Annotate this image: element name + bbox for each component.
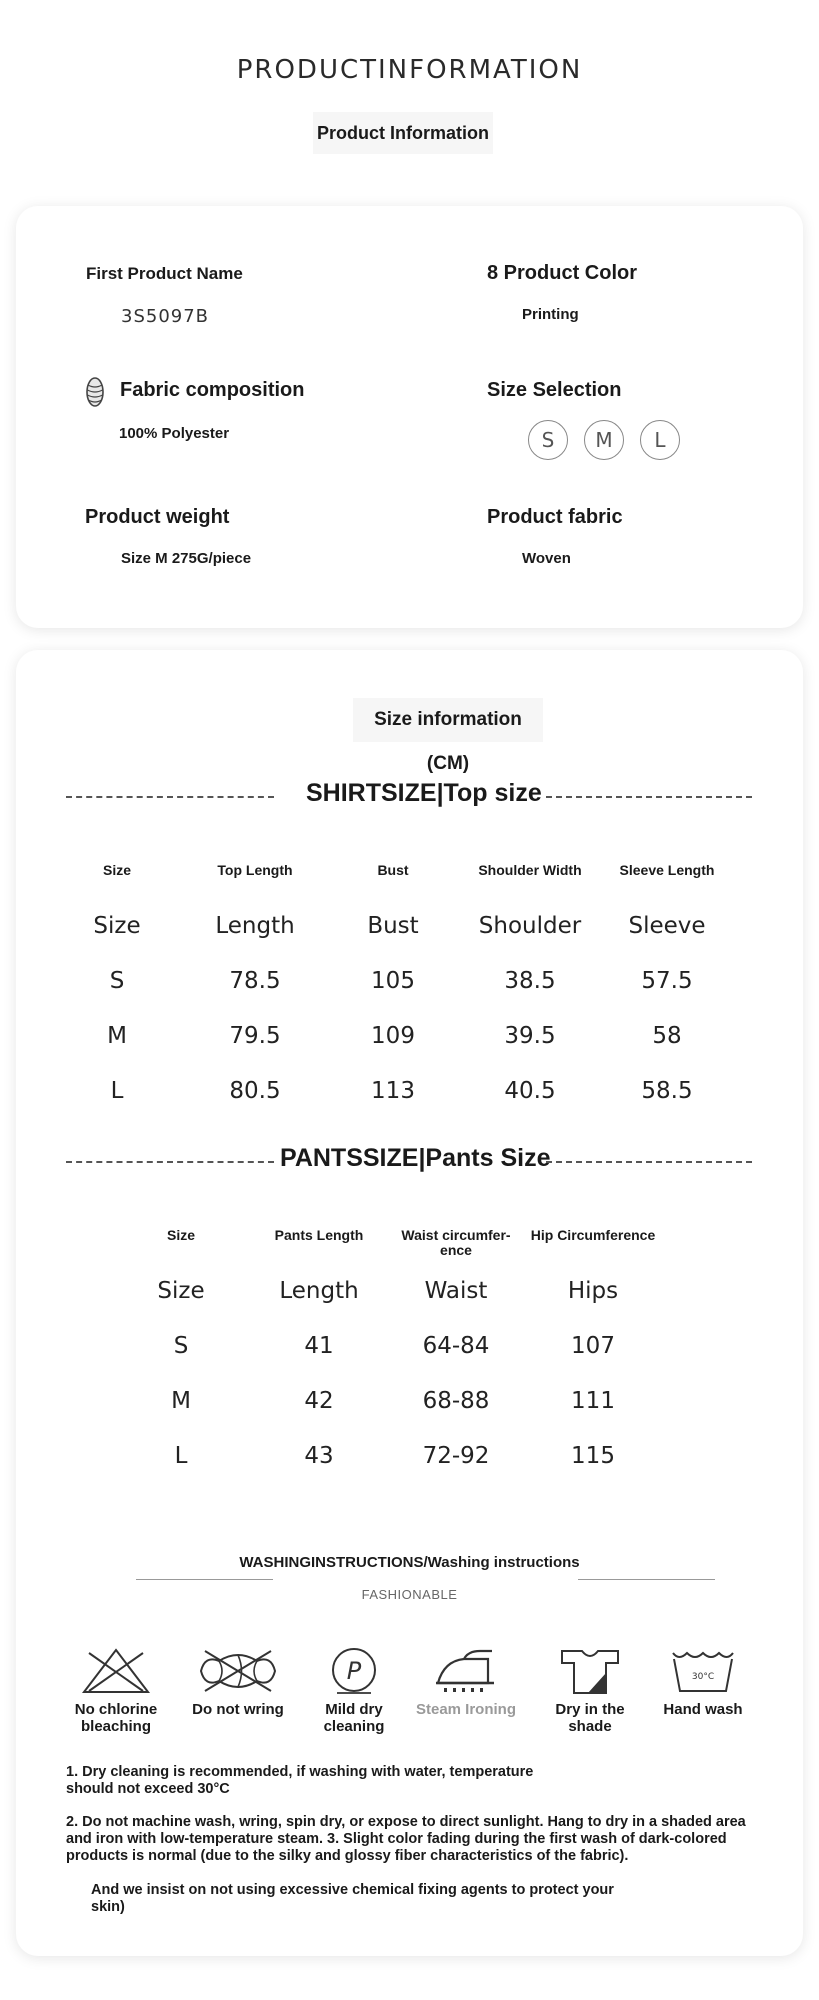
table-cell: 78.5 bbox=[229, 968, 281, 994]
table-cell: L bbox=[110, 1078, 124, 1104]
yarn-spool-icon bbox=[86, 377, 104, 407]
table-header: Top Length bbox=[217, 862, 293, 878]
table-cell: 58.5 bbox=[641, 1078, 693, 1104]
washing-subtitle: FASHIONABLE bbox=[361, 1587, 458, 1602]
product-name-label: First Product Name bbox=[86, 264, 243, 283]
no-chlorine-bleach-icon bbox=[81, 1647, 151, 1695]
dash-divider bbox=[546, 1161, 752, 1163]
wash-divider-right bbox=[578, 1579, 715, 1580]
wash-note-3: And we insist on not using excessive chemical fixing agents to protect your skin) bbox=[91, 1882, 614, 1915]
size-option-l[interactable]: L bbox=[640, 420, 680, 460]
product-color-value: Printing bbox=[522, 306, 579, 323]
table-cell: Size bbox=[93, 913, 141, 939]
table-cell: L bbox=[174, 1443, 188, 1469]
table-cell: 41 bbox=[304, 1333, 334, 1359]
table-cell: 42 bbox=[304, 1388, 334, 1414]
table-cell: S bbox=[109, 968, 125, 994]
table-cell: Waist bbox=[424, 1278, 488, 1304]
table-cell: Length bbox=[279, 1278, 359, 1304]
table-cell: Sleeve bbox=[628, 913, 706, 939]
care-no-chlorine bbox=[61, 1647, 171, 1735]
care-label: Hand wash bbox=[663, 1701, 743, 1718]
table-cell: 64-84 bbox=[422, 1333, 490, 1359]
care-mild-dry-clean bbox=[299, 1647, 409, 1735]
wash-temperature: 30°C bbox=[691, 1672, 715, 1682]
size-option-m[interactable]: M bbox=[584, 420, 624, 460]
pants-section-title: PANTSSIZE|Pants Size bbox=[280, 1144, 551, 1172]
product-fabric-label: Product fabric bbox=[487, 506, 623, 528]
table-cell: 58 bbox=[652, 1023, 682, 1049]
steam-iron-icon bbox=[434, 1647, 498, 1695]
table-cell: 40.5 bbox=[504, 1078, 556, 1104]
mild-dry-clean-icon bbox=[329, 1647, 379, 1695]
table-cell: 107 bbox=[571, 1333, 615, 1359]
wash-divider-left bbox=[136, 1579, 273, 1580]
care-hand-wash bbox=[648, 1647, 758, 1718]
size-selection-label: Size Selection bbox=[487, 379, 622, 401]
table-cell: M bbox=[171, 1388, 191, 1414]
table-cell: 115 bbox=[571, 1443, 615, 1469]
table-header: Hip Circumference bbox=[530, 1227, 656, 1243]
care-label: Mild dry cleaning bbox=[323, 1701, 385, 1735]
table-cell: 43 bbox=[304, 1443, 334, 1469]
table-cell: Shoulder bbox=[478, 913, 582, 939]
table-header: Shoulder Width bbox=[478, 862, 582, 878]
wash-note-1: 1. Dry cleaning is recommended, if washing with water, temperature should not exceed 30°C bbox=[66, 1764, 534, 1797]
table-cell: 72-92 bbox=[422, 1443, 490, 1469]
product-fabric-block bbox=[487, 506, 623, 529]
table-header: Bust bbox=[377, 862, 409, 878]
dash-divider bbox=[66, 796, 274, 798]
dash-divider bbox=[546, 796, 752, 798]
page-subtitle: Product Information bbox=[313, 112, 493, 154]
product-color-label: 8 Product Color bbox=[487, 262, 638, 284]
product-name-value: 3S5097B bbox=[121, 306, 210, 327]
product-name-block bbox=[86, 264, 243, 284]
size-info-title: Size information (CM) bbox=[353, 698, 543, 742]
product-color-block bbox=[487, 262, 637, 285]
care-dry-shade bbox=[535, 1647, 645, 1735]
table-cell: Hips bbox=[567, 1278, 619, 1304]
size-option-s[interactable]: S bbox=[528, 420, 568, 460]
svg-text:P: P bbox=[346, 1657, 362, 1685]
page-title: PRODUCTINFORMATION bbox=[236, 55, 583, 85]
table-cell: 57.5 bbox=[641, 968, 693, 994]
table-cell: 113 bbox=[371, 1078, 415, 1104]
table-cell: Bust bbox=[367, 913, 419, 939]
table-header: Size bbox=[102, 862, 131, 878]
fabric-composition-value: 100% Polyester bbox=[119, 425, 230, 442]
product-weight-block bbox=[85, 506, 229, 529]
product-weight-value: Size M 275G/piece bbox=[121, 550, 252, 567]
table-header: Size bbox=[166, 1227, 195, 1243]
product-info-card bbox=[16, 206, 803, 628]
table-cell: Size bbox=[157, 1278, 205, 1304]
care-no-wring bbox=[183, 1647, 293, 1718]
table-cell: 109 bbox=[371, 1023, 415, 1049]
table-cell: 39.5 bbox=[504, 1023, 556, 1049]
product-fabric-value: Woven bbox=[522, 550, 571, 567]
table-cell: Length bbox=[215, 913, 295, 939]
table-cell: S bbox=[173, 1333, 189, 1359]
care-label: Do not wring bbox=[192, 1701, 284, 1718]
shirt-section-title: SHIRTSIZE|Top size bbox=[306, 779, 542, 807]
table-cell: M bbox=[107, 1023, 127, 1049]
dry-in-shade-icon bbox=[558, 1647, 622, 1695]
size-selection-block bbox=[487, 379, 622, 402]
table-cell: 68-88 bbox=[422, 1388, 490, 1414]
care-label: Steam Ironing bbox=[415, 1701, 516, 1718]
table-cell: 111 bbox=[571, 1388, 615, 1414]
table-cell: 80.5 bbox=[229, 1078, 281, 1104]
fabric-composition-block bbox=[120, 379, 304, 402]
product-weight-label: Product weight bbox=[85, 506, 230, 528]
dash-divider bbox=[66, 1161, 274, 1163]
table-cell: 79.5 bbox=[229, 1023, 281, 1049]
size-washing-card bbox=[16, 650, 803, 1956]
table-header: Sleeve Length bbox=[619, 862, 715, 878]
care-label: No chlorine bleaching bbox=[74, 1701, 158, 1735]
hand-wash-icon bbox=[670, 1647, 736, 1695]
washing-title: WASHINGINSTRUCTIONS/Washing instructions bbox=[239, 1554, 580, 1571]
care-steam-iron bbox=[411, 1647, 521, 1718]
fabric-composition-label: Fabric composition bbox=[120, 379, 305, 401]
table-header: Waist circumfer- ence bbox=[401, 1227, 511, 1258]
table-cell: 105 bbox=[371, 968, 415, 994]
do-not-wring-icon bbox=[195, 1647, 281, 1695]
wash-note-2: 2. Do not machine wash, wring, spin dry, or expose to direct sunlight. Hang to dry in a shaded area and iron with low-temperature steam. 3. Slight color fading during the first wash of dark-colored products is normal (due to the silky and glossy fiber characteristics of the fabric). bbox=[66, 1814, 746, 1864]
table-header: Pants Length bbox=[274, 1227, 364, 1243]
table-cell: 38.5 bbox=[504, 968, 556, 994]
care-label: Dry in the shade bbox=[555, 1701, 625, 1735]
